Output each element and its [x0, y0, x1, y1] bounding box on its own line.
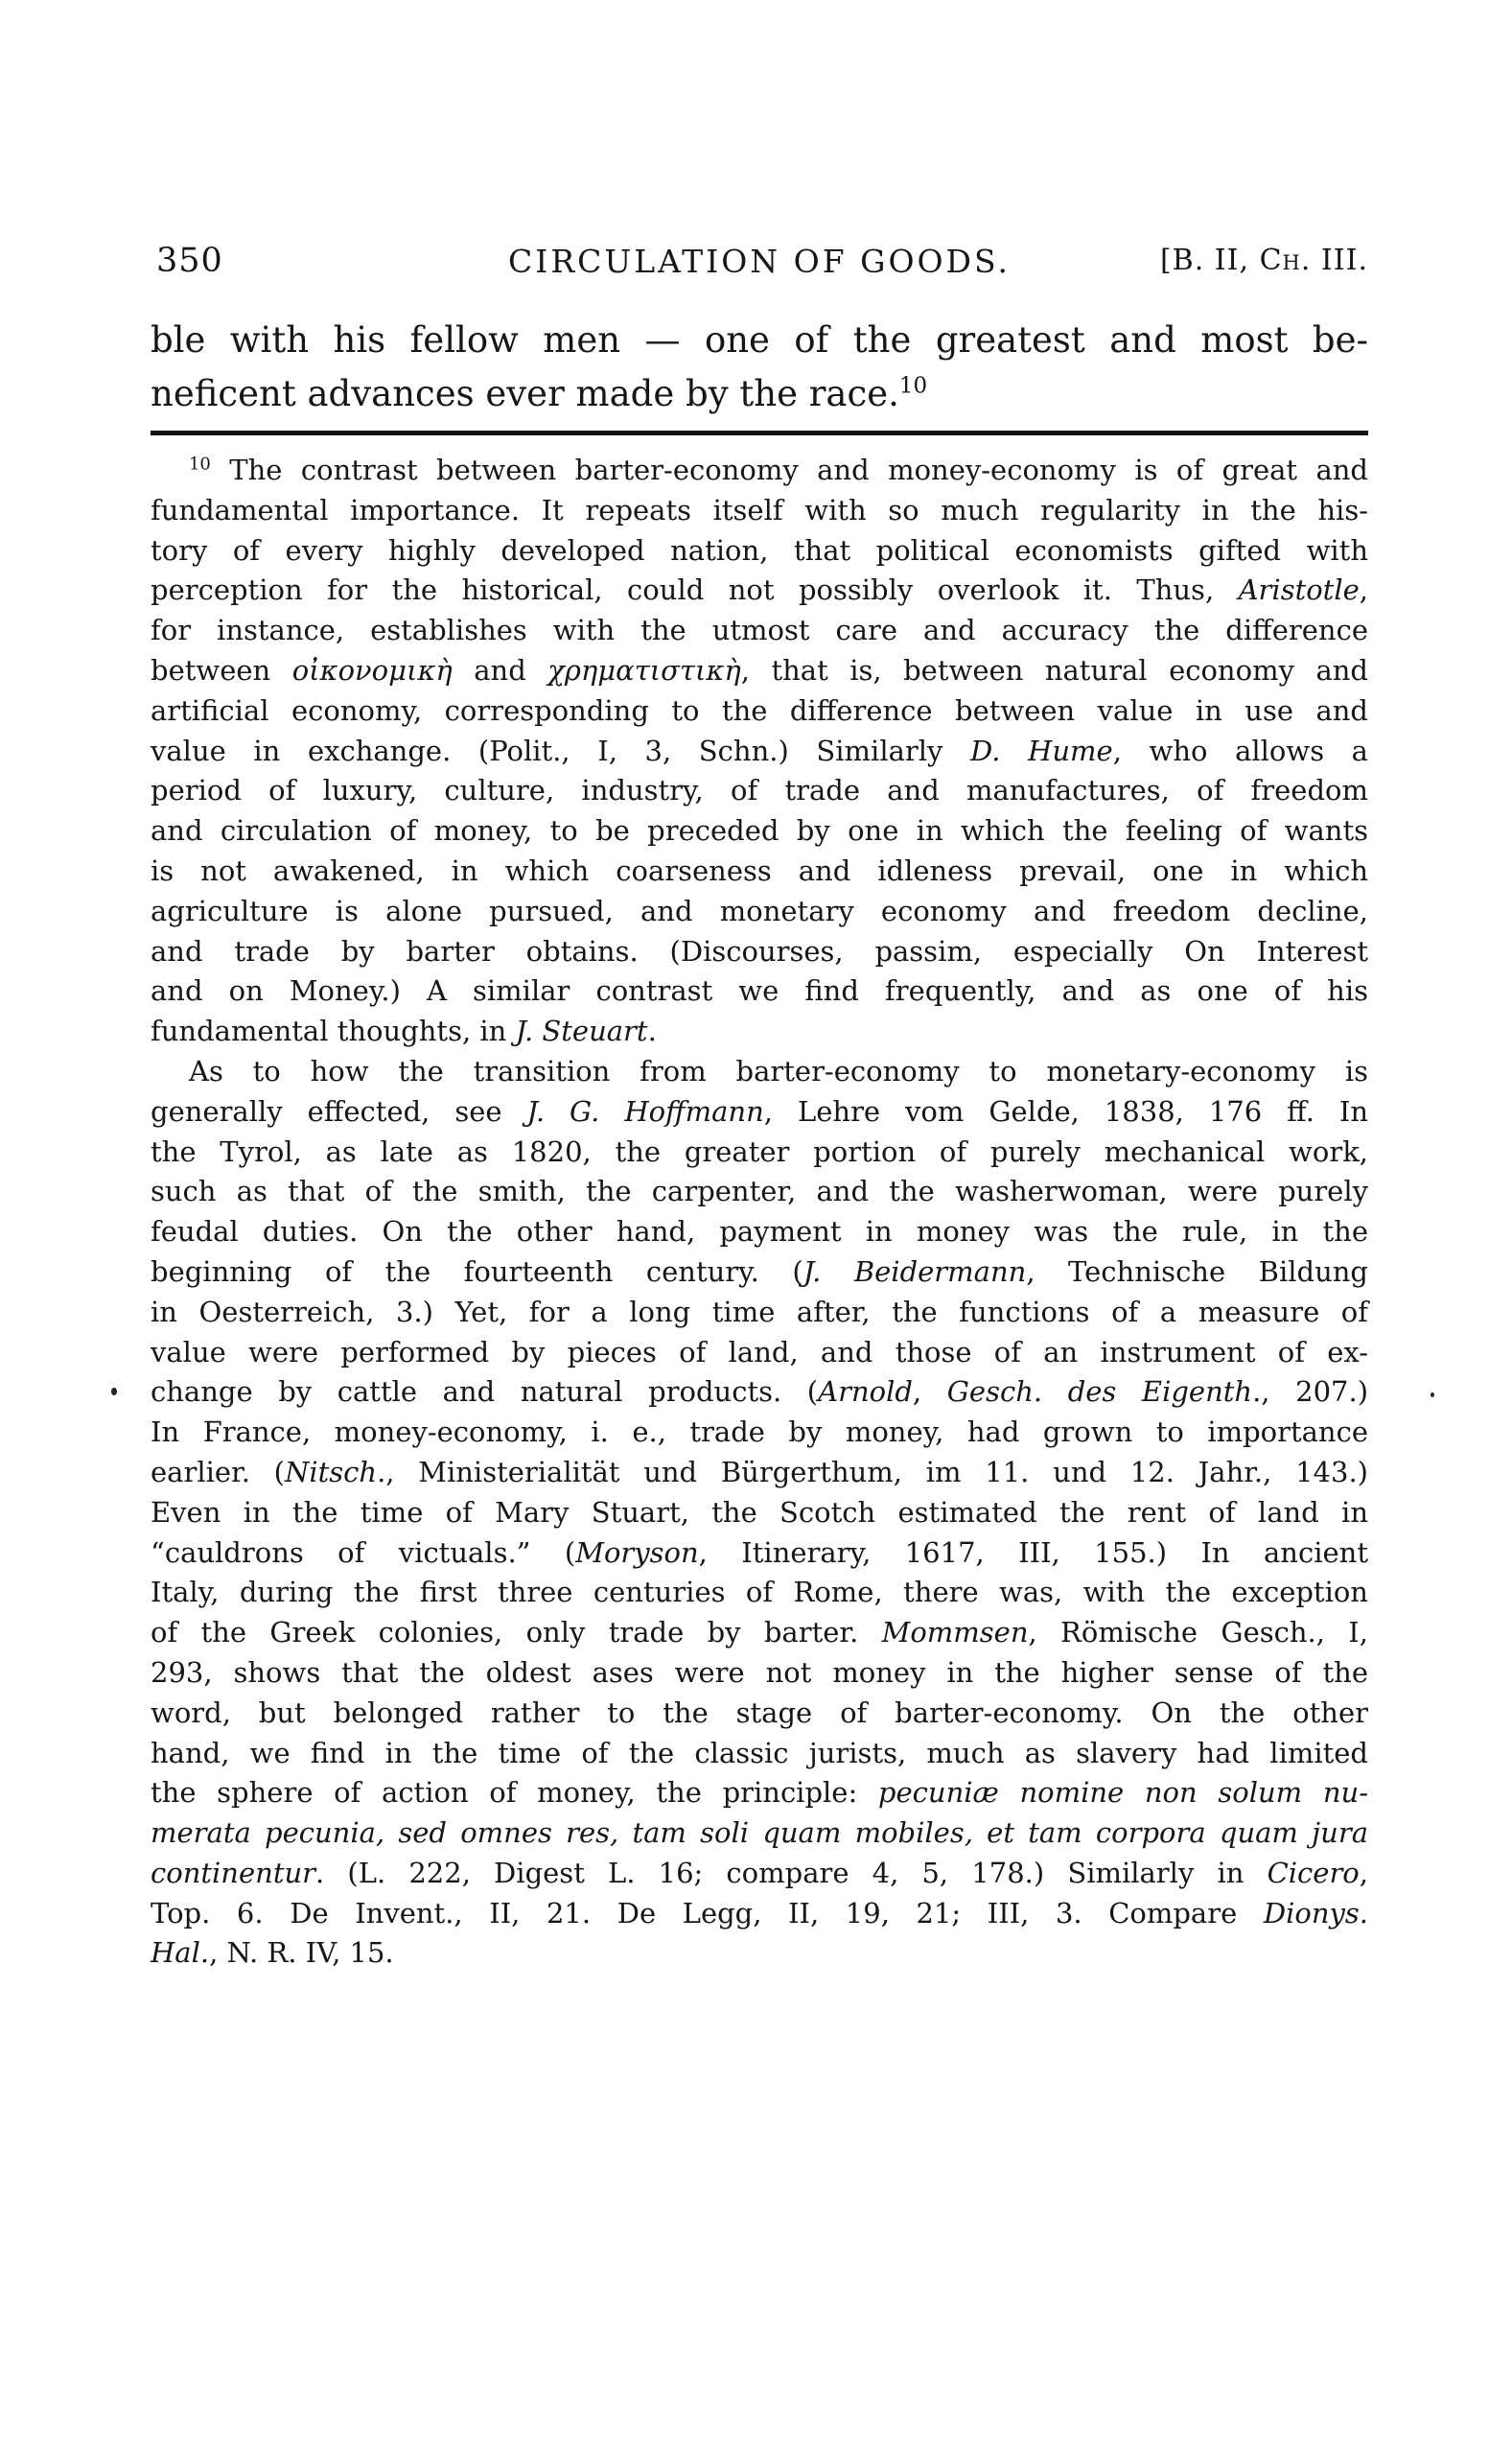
footnote-text-line: As to how the transition from barter-economy to monetary-economy is	[189, 1054, 1368, 1088]
footnote-text-line: for instance, establishes with the utmost care and accuracy the difference	[151, 614, 1368, 647]
footnote-text-line: the sphere of action of money, the principle: pecuniæ nomine non solum nu-	[151, 1776, 1368, 1810]
footnote-text-line: value were performed by pieces of land, and those of an instrument of ex-	[151, 1335, 1368, 1368]
footnote-text-line: Top. 6. De Invent., II, 21. De Legg, II, 19, 21; III, 3. Compare Dionys.	[151, 1896, 1368, 1930]
footnote-text-line: $^{10}$ The contrast between barter-economy and money-economy is of great and	[189, 454, 1368, 486]
footnote-text-line: tory of every highly developed nation, that political economists gifted with	[151, 533, 1368, 567]
footnote-text-line: the Tyrol, as late as 1820, the greater portion of purely mechanical work,	[151, 1134, 1368, 1168]
footnote-text-line: “cauldrons of victuals.” (Moryson, Itinerary, 1617, III, 155.) In ancient	[151, 1535, 1368, 1569]
footnote-text-line: Even in the time of Mary Stuart, the Scotch estimated the rent of land in	[151, 1495, 1368, 1529]
footnote-text-line: merata pecunia, sed omnes res, tam soli quam mobiles, et tam corpora quam jura	[151, 1816, 1368, 1850]
footnote-text-line: word, but belonged rather to the stage of barter-economy. On the other	[151, 1696, 1368, 1729]
footnote-text-line: agriculture is alone pursued, and monetary economy and freedom decline,	[151, 894, 1368, 927]
footnote-text-line: period of luxury, culture, industry, of trade and manufactures, of freedom	[151, 774, 1368, 807]
footnote-text-line: fundamental thoughts, in J. Steuart.	[151, 1015, 657, 1048]
footnote-text-line: perception for the historical, could not possibly overlook it. Thus, Aristotle,	[151, 573, 1368, 607]
footnote-text-line: and trade by barter obtains. (Discourses, passim, especially On Interest	[151, 934, 1368, 968]
footnote-text-line: between οἰκονομικὴ and χρηματιστικὴ, that is, between natural economy and	[151, 653, 1368, 687]
chapter-reference: [B. II, Ch. III.	[1159, 244, 1368, 277]
footnote-text-line: 293, shows that the oldest ases were not money in the higher sense of the	[151, 1655, 1368, 1689]
scan-speck	[1431, 1392, 1434, 1397]
footnote-text-line: fundamental importance. It repeats itself with so much regularity in the his-	[151, 493, 1368, 526]
footnote-text-line: feudal duties. On the other hand, payment in money was the rule, in the	[151, 1215, 1368, 1249]
footnote-text-line: In France, money-economy, i. e., trade by money, had grown to importance	[151, 1415, 1368, 1449]
page-number: 350	[156, 242, 223, 280]
footnote-text-line: is not awakened, in which coarseness and idleness prevail, one in which	[151, 854, 1368, 887]
footnote-text-line: in Oesterreich, 3.) Yet, for a long time after, the functions of a measure of	[151, 1295, 1368, 1328]
footnote-10	[151, 451, 1368, 1974]
scan-speck	[111, 1388, 117, 1395]
footnote-text-line: artificial economy, corresponding to the difference between value in use and	[151, 693, 1368, 727]
footnote-text-line: such as that of the smith, the carpenter, and the washerwoman, were purely	[151, 1175, 1368, 1208]
footnote-text-line: earlier. (Nitsch., Ministerialität und Bürgerthum, im 11. und 12. Jahr., 143.)	[151, 1455, 1368, 1488]
body-text-line: neficent advances ever made by the race.$^{10}$	[151, 373, 928, 414]
footnote-text-line: generally effected, see J. G. Hoffmann, Lehre vom Gelde, 1838, 176 ff. In	[151, 1094, 1368, 1128]
footnote-text-line: change by cattle and natural products. (Arnold, Gesch. des Eigenth., 207.)	[151, 1375, 1369, 1409]
footnote-text-line: continentur. (L. 222, Digest L. 16; compare 4, 5, 178.) Similarly in Cicero,	[151, 1856, 1368, 1889]
footnote-text-line: and on Money.) A similar contrast we find frequently, and as one of his	[151, 974, 1368, 1008]
footnote-separator-rule	[151, 431, 1368, 435]
footnote-text-line: and circulation of money, to be preceded by one in which the feeling of wants	[151, 814, 1368, 848]
footnote-text-line: Hal., N. R. IV, 15.	[151, 1936, 394, 1970]
footnote-text-line: of the Greek colonies, only trade by barter. Mommsen, Römische Gesch., I,	[151, 1616, 1368, 1649]
running-title: CIRCULATION OF GOODS.	[508, 243, 1011, 280]
footnote-text-line: Italy, during the first three centuries of Rome, there was, with the exception	[151, 1576, 1368, 1609]
footnote-text-line: hand, we find in the time of the classic jurists, much as slavery had limited	[151, 1736, 1368, 1769]
footnote-text-line: value in exchange. (Polit., I, 3, Schn.) Similarly D. Hume, who allows a	[151, 734, 1368, 767]
footnote-text-line: beginning of the fourteenth century. (J. Beidermann, Technische Bildung	[151, 1254, 1368, 1288]
body-paragraph	[151, 314, 1368, 421]
running-head	[151, 240, 1368, 290]
body-text-line: ble with his fellow men — one of the greatest and most be-	[151, 319, 1368, 361]
